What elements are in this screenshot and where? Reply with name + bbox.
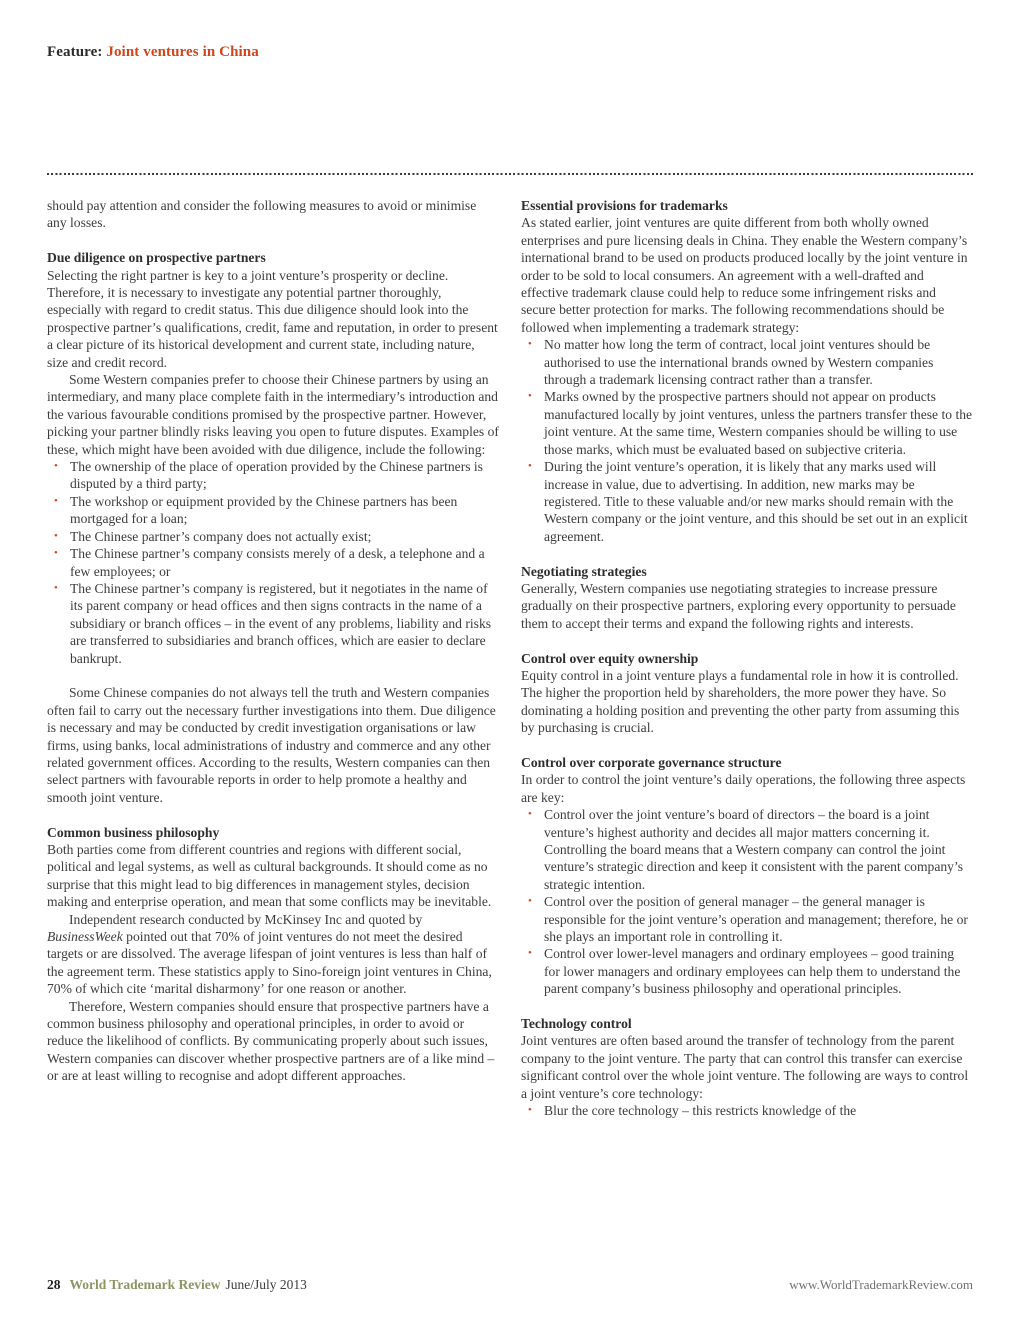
section-heading: Negotiating strategies bbox=[521, 563, 647, 579]
bullet-item: • The Chinese partner’s company consists merely of a desk, a telephone and a few employees; or bbox=[47, 545, 499, 580]
section-heading: Control over corporate governance structure bbox=[521, 754, 782, 770]
feature-label: Feature: bbox=[47, 44, 103, 60]
dotted-divider bbox=[47, 173, 973, 175]
publication-name: World Trademark Review bbox=[69, 1277, 221, 1292]
paragraph: Therefore, Western companies should ensure that prospective partners have a common business philosophy and operational principles, in order to avoid or reduce the likelihood of conflicts. By communicating properly about such issues, Western companies can discover whether prospective partners are of a like mind – or are at least willing to recognise and adopt different approaches. bbox=[47, 998, 495, 1084]
page-header bbox=[47, 44, 259, 61]
article-body bbox=[47, 197, 973, 1119]
bullet-item: • The Chinese partner’s company does not actually exist; bbox=[47, 528, 499, 545]
paragraph: Some Western companies prefer to choose their Chinese partners by using an intermediary, and many place complete faith in the intermediary’s introduction and the various favourable conditions promised by the prospective partner. However, picking your partner blindly risks leaving you open to future disputes. Examples of these, which might have been avoided with due diligence, include the following: bbox=[47, 372, 499, 457]
bullet-item: • Marks owned by the prospective partners should not appear on products manufactured locally by joint ventures, unless the partners transfer these to the joint venture. At the same time, Western companies should be willing to use those marks, which must be evaluated based on subjective criteria. bbox=[521, 388, 973, 458]
feature-title: Joint ventures in China bbox=[106, 44, 259, 60]
paragraph: Joint ventures are often based around the transfer of technology from the parent company to the joint venture. The party that can control this transfer can exercise significant control over the whole joint venture. The following are ways to control a joint venture’s core technology: bbox=[521, 1033, 969, 1101]
bullet-item: • Control over lower-level managers and ordinary employees – good training for lower managers and ordinary employees can help them to understand the parent company’s business philosophy and operational principles. bbox=[521, 945, 973, 997]
italic-text: BusinessWeek bbox=[47, 929, 123, 945]
paragraph: Generally, Western companies use negotiating strategies to increase pressure gradually on their prospective partners, exploring every opportunity to persuade them to accept their terms and expand the following rights and interests. bbox=[521, 580, 956, 631]
paragraph: Both parties come from different countries and regions with different social, political and legal systems, as well as cultural backgrounds. It should come as no surprise that this might lead to big differences in management styles, decision making and enterprise operation, and mean that some conflicts may be inevitable. bbox=[47, 841, 492, 910]
section-heading: Essential provisions for trademarks bbox=[521, 198, 728, 213]
paragraph: Independent research conducted by McKinsey Inc and quoted by BusinessWeek pointed out that 70% of joint ventures do not meet the desired targets or are dissolved. The average lifespan of joint ventures is less than half of the agreement term. These statistics apply to Sino-foreign joint ventures in China, 70% of which cite ‘marital disharmony’ for one reason or another. bbox=[47, 911, 492, 997]
section-heading: Technology control bbox=[521, 1016, 632, 1032]
bullet-list bbox=[521, 806, 973, 997]
paragraph: As stated earlier, joint ventures are quite different from both wholly owned enterprises and pure licensing deals in China. They enable the Western company’s international brand to be used on products produced locally by the joint venture in order to be sold to local consumers. An agreement with a well-drafted and effective trademark clause could help to reduce some infringement risks and secure better protection for marks. The following recommendations should be followed when implementing a trademark strategy: bbox=[521, 215, 968, 335]
paragraph: Some Chinese companies do not always tell the truth and Western companies often fail to carry out the necessary further investigations into them. Due diligence is necessary and may be conducted by credit investigation organisations or law firms, using banks, local administrations of industry and commerce and any other related government offices. According to the results, Western companies can then select partners with favourable reports in order to help promote a healthy and smooth joint venture. bbox=[47, 685, 496, 805]
bullet-item: • The ownership of the place of operation provided by the Chinese partners is disputed by a third party; bbox=[47, 458, 499, 493]
bullet-list bbox=[521, 1102, 973, 1119]
paragraph: In order to control the joint venture’s daily operations, the following three aspects are key: bbox=[521, 772, 966, 805]
right-column bbox=[521, 197, 973, 1119]
page-number: 28 bbox=[47, 1277, 61, 1292]
bullet-item: • Blur the core technology – this restricts knowledge of the bbox=[521, 1102, 973, 1119]
bullet-item: • During the joint venture’s operation, it is likely that any marks used will increase in value, due to advertising. In addition, new marks may be registered. Title to these valuable and/or new marks should remain with the Western company or the joint venture, and this should be set out in an explicit agreement. bbox=[521, 458, 973, 545]
website-url: www.WorldTrademarkReview.com bbox=[789, 1277, 973, 1292]
left-column bbox=[47, 197, 499, 1119]
paragraph: Equity control in a joint venture plays a fundamental role in how it is controlled. The higher the proportion held by shareholders, the more power they have. So dominating a holding position and preventing the other party from assuming this by purchasing is crucial. bbox=[521, 667, 960, 736]
bullet-item: • Control over the position of general manager – the general manager is responsible for the joint venture’s operation and management; therefore, he or she plays an important role in controlling it. bbox=[521, 893, 973, 945]
bullet-list bbox=[47, 458, 499, 667]
bullet-item: • Control over the joint venture’s board of directors – the board is a joint venture’s highest authority and decides all major matters concerning it. Controlling the board means that a Western company can control the joint venture’s strategic direction and keep it consistent with the parent company’s strategic intention. bbox=[521, 806, 973, 893]
section-heading: Control over equity ownership bbox=[521, 650, 699, 666]
bullet-item: • The workshop or equipment provided by the Chinese partners has been mortgaged for a loan; bbox=[47, 493, 499, 528]
page-footer bbox=[47, 1277, 973, 1293]
paragraph: should pay attention and consider the following measures to avoid or minimise any losses. bbox=[47, 198, 477, 231]
bullet-list bbox=[521, 336, 973, 545]
bullet-item: • The Chinese partner’s company is registered, but it negotiates in the name of its parent company or head offices and then signs contracts in the name of a subsidiary or branch offices – in the event of any problems, liability and risks are transferred to subsidiaries and branch offices, which are easier to declare bankrupt. bbox=[47, 580, 499, 667]
section-heading: Common business philosophy bbox=[47, 824, 220, 840]
section-heading: Due diligence on prospective partners bbox=[47, 250, 266, 266]
issue-date: June/July 2013 bbox=[225, 1277, 307, 1292]
footer-left bbox=[47, 1277, 307, 1293]
paragraph: Selecting the right partner is key to a joint venture’s prosperity or decline. Therefore, it is necessary to investigate any potential partner thoroughly, especially with regard to credit status. This due diligence should look into the prospective partner’s qualifications, credit, fame and reputation, in order to present a clear picture of its historical development and current state, including nature, size and credit record. bbox=[47, 267, 498, 370]
bullet-item: • No matter how long the term of contract, local joint ventures should be authorised to use the international brands owned by Western companies through a trademark licensing contract rather than a transfer. bbox=[521, 336, 973, 388]
